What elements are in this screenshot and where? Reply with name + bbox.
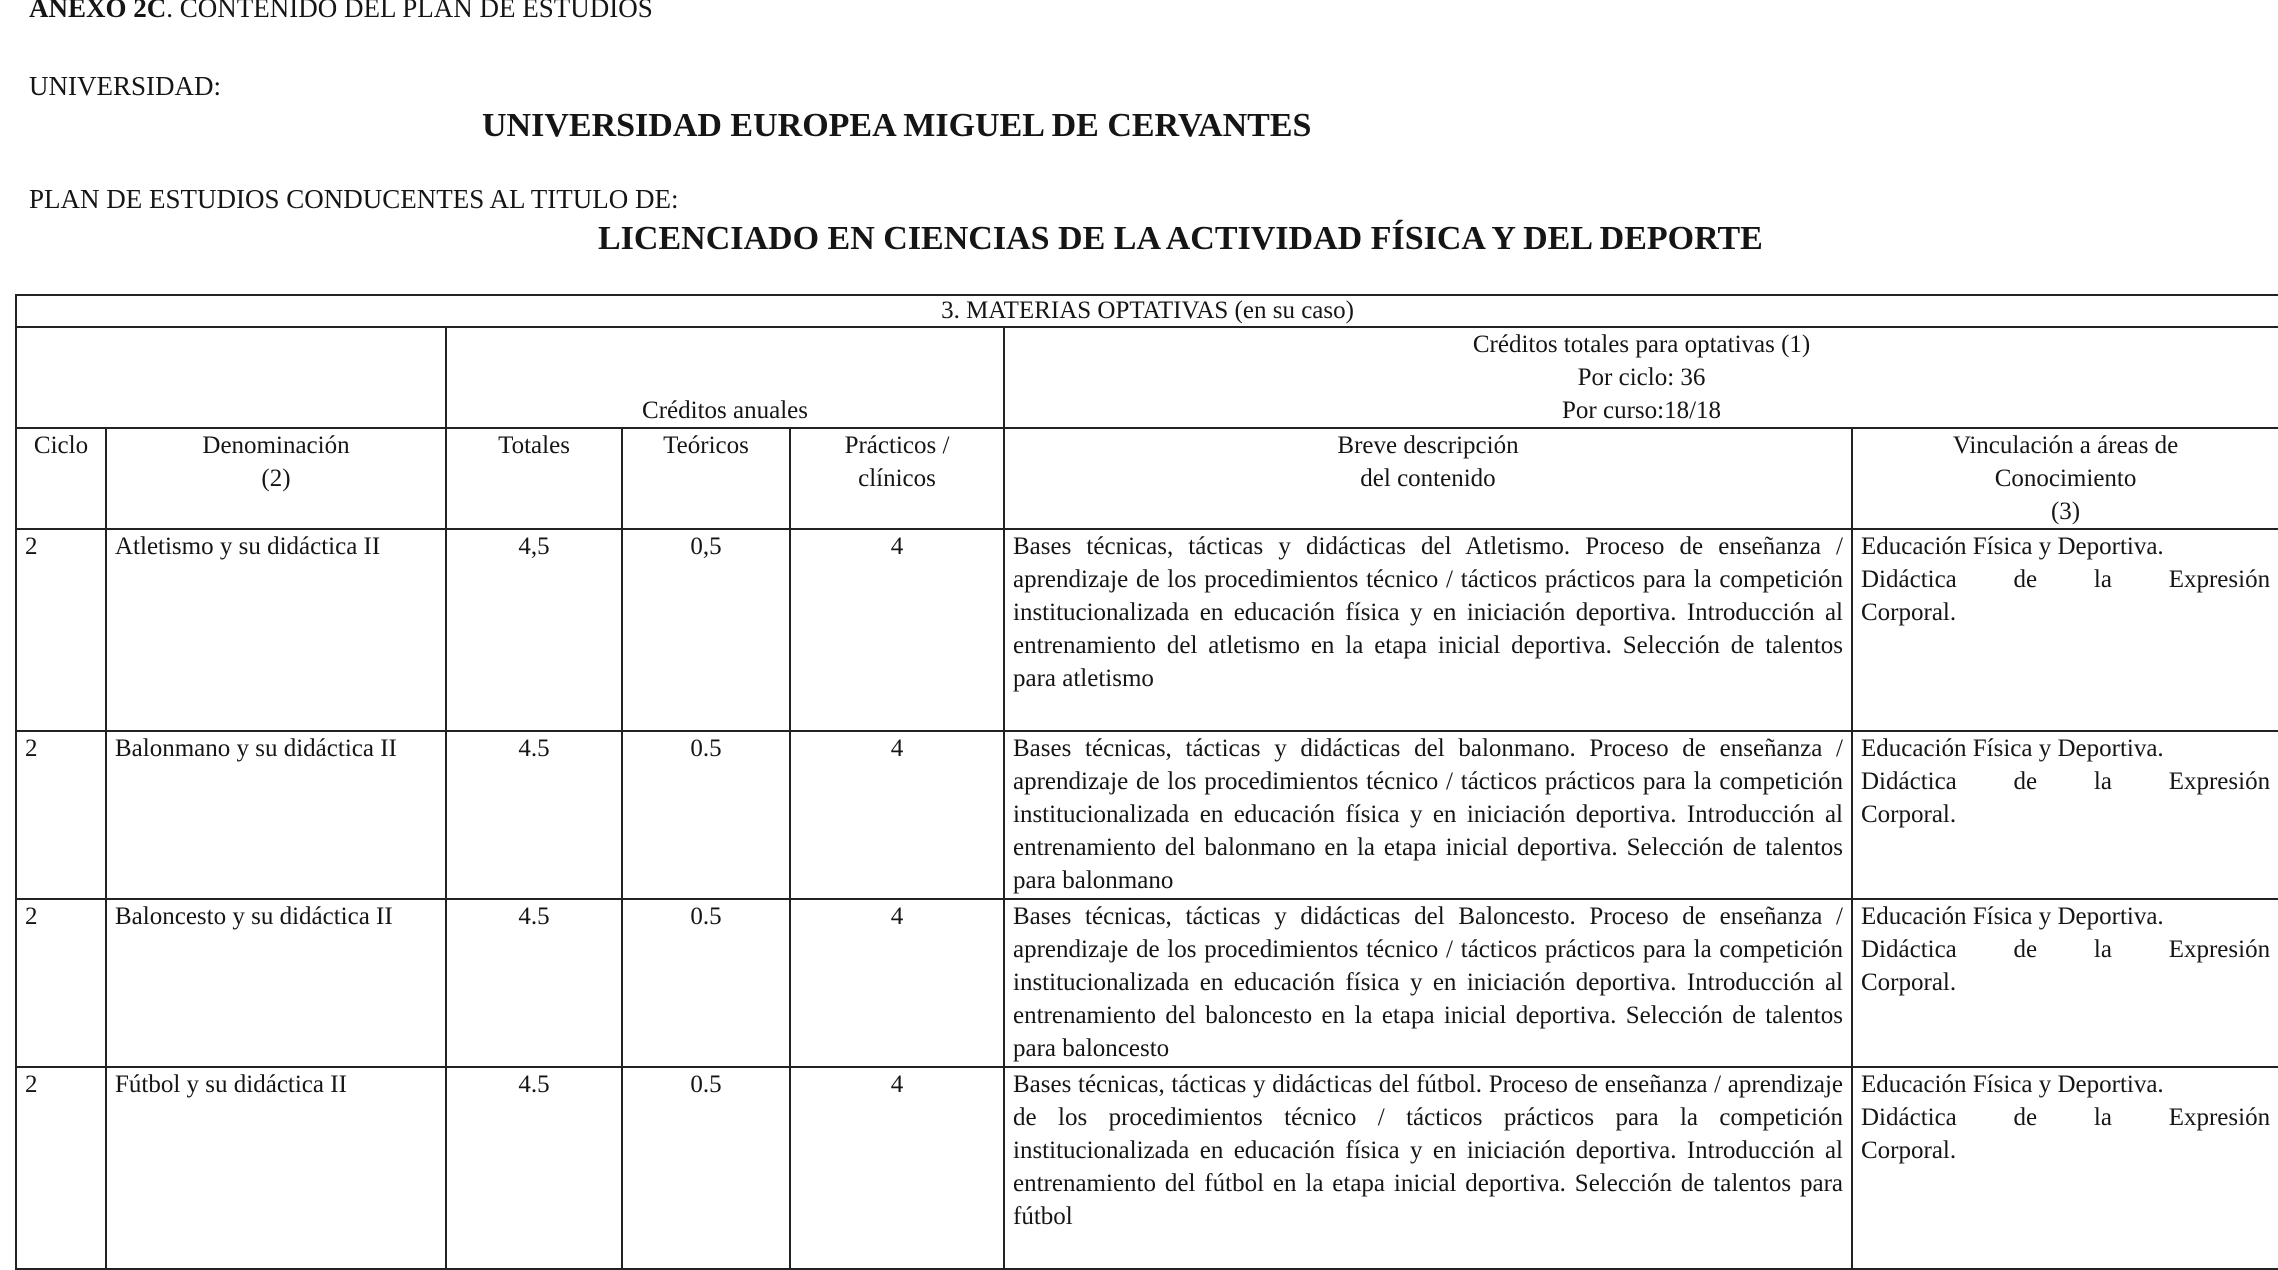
row-ciclo: 2	[16, 899, 106, 1067]
row-denominacion: Atletismo y su didáctica II	[106, 529, 446, 731]
col-header-practicos	[790, 428, 1004, 529]
table-row	[16, 899, 2278, 1067]
annual-credits-label: Créditos anuales	[446, 327, 1004, 428]
column-header-row	[16, 428, 2278, 529]
row-practicos: 4	[790, 529, 1004, 731]
row-area-line: Educación Física y Deportiva.	[1861, 533, 2164, 560]
row-descripcion: Bases técnicas, tácticas y didácticas del balonmano. Proceso de enseñanza / aprendizaje de los procedimientos técnico / tácticos prácticos para la competición institucionalizada en educación física y en iniciación deportiva. Introducción al entrenamiento del balonmano en la etapa inicial deportiva. Selección de talentos para balonmano	[1004, 731, 1852, 899]
row-descripcion: Bases técnicas, tácticas y didácticas del fútbol. Proceso de enseñanza / aprendizaje de los procedimientos técnico / tácticos prácticos para la competición institucionalizada en educación física y en iniciación deportiva. Introducción al entrenamiento del fútbol en la etapa inicial deportiva. Selección de talentos para fútbol	[1004, 1067, 1852, 1269]
col-header-descripcion-line2: del contenido	[1360, 465, 1496, 492]
total-credits-line: Créditos totales para optativas (1)	[1472, 331, 1811, 358]
row-denominacion: Baloncesto y su didáctica II	[106, 899, 446, 1067]
row-area-line: Corporal.	[1861, 599, 1957, 626]
col-header-vinculacion-line1: Vinculación a áreas de	[1952, 432, 2179, 459]
row-teoricos: 0,5	[622, 529, 790, 731]
row-area-line: Educación Física y Deportiva.	[1861, 735, 2164, 762]
annex-title: . CONTENIDO DEL PLAN DE ESTUDIOS	[166, 0, 653, 23]
row-descripcion: Bases técnicas, tácticas y didácticas del Baloncesto. Proceso de enseñanza / aprendizaje de los procedimientos técnico / tácticos prácticos para la competición institucionalizada en educación física y en iniciación deportiva. Introducción al entrenamiento del baloncesto en la etapa inicial deportiva. Selección de talentos para baloncesto	[1004, 899, 1852, 1067]
row-area-line: Corporal.	[1861, 969, 1957, 996]
table-row	[16, 529, 2278, 731]
col-header-descripcion	[1004, 428, 1852, 529]
total-credits-cell	[1004, 327, 2278, 428]
annex-heading	[29, 0, 653, 24]
plan-title: LICENCIADO EN CIENCIAS DE LA ACTIVIDAD FÍSICA Y DEL DEPORTE	[598, 220, 1763, 257]
row-areas	[1852, 899, 2278, 1067]
row-totales: 4,5	[446, 529, 622, 731]
col-header-vinculacion	[1852, 428, 2278, 529]
optional-subjects-table	[15, 294, 2278, 1270]
col-header-denominacion	[106, 428, 446, 529]
credits-per-cycle: Por ciclo: 36	[1577, 364, 1706, 391]
credits-empty-cell	[16, 327, 446, 428]
row-teoricos: 0.5	[622, 899, 790, 1067]
row-area-line: Didáctica de la Expresión	[1861, 566, 2271, 593]
row-ciclo: 2	[16, 731, 106, 899]
table-row	[16, 731, 2278, 899]
row-ciclo: 2	[16, 529, 106, 731]
row-ciclo: 2	[16, 1067, 106, 1269]
col-header-totales: Totales	[446, 428, 622, 529]
col-header-vinculacion-note: (3)	[2050, 498, 2081, 525]
row-denominacion: Balonmano y su didáctica II	[106, 731, 446, 899]
row-practicos: 4	[790, 731, 1004, 899]
credits-per-year: Por curso:18/18	[1562, 397, 1722, 424]
university-label: UNIVERSIDAD:	[29, 71, 221, 101]
row-teoricos: 0.5	[622, 1067, 790, 1269]
row-descripcion: Bases técnicas, tácticas y didácticas del Atletismo. Proceso de enseñanza / aprendizaje de los procedimientos técnico / tácticos prácticos para la competición institucionalizada en educación física y en iniciación deportiva. Introducción al entrenamiento del atletismo en la etapa inicial deportiva. Selección de talentos para atletismo	[1004, 529, 1852, 731]
row-totales: 4.5	[446, 1067, 622, 1269]
row-area-line: Educación Física y Deportiva.	[1861, 903, 2164, 930]
col-header-denominacion-note: (2)	[261, 465, 291, 492]
annex-number: ANEXO 2C	[29, 0, 167, 23]
university-name: UNIVERSIDAD EUROPEA MIGUEL DE CERVANTES	[482, 107, 1312, 144]
col-header-vinculacion-line2: Conocimiento	[1994, 465, 2137, 492]
col-header-denominacion-label: Denominación	[202, 432, 350, 459]
row-area-line: Corporal.	[1861, 1137, 1957, 1164]
row-totales: 4.5	[446, 899, 622, 1067]
row-areas	[1852, 731, 2278, 899]
row-area-line: Corporal.	[1861, 801, 1957, 828]
row-teoricos: 0.5	[622, 731, 790, 899]
col-header-teoricos: Teóricos	[622, 428, 790, 529]
plan-label: PLAN DE ESTUDIOS CONDUCENTES AL TITULO DE:	[29, 184, 679, 214]
row-areas	[1852, 1067, 2278, 1269]
table-row	[16, 1067, 2278, 1269]
col-header-practicos-line1: Prácticos /	[844, 432, 950, 459]
row-practicos: 4	[790, 899, 1004, 1067]
col-header-ciclo: Ciclo	[16, 428, 106, 529]
row-areas	[1852, 529, 2278, 731]
credits-header-row	[16, 327, 2278, 428]
row-practicos: 4	[790, 1067, 1004, 1269]
row-area-line: Educación Física y Deportiva.	[1861, 1071, 2164, 1098]
row-area-line: Didáctica de la Expresión	[1861, 936, 2271, 963]
col-header-practicos-line2: clínicos	[858, 465, 936, 492]
table-title: 3. MATERIAS OPTATIVAS (en su caso)	[16, 295, 2278, 327]
row-area-line: Didáctica de la Expresión	[1861, 768, 2271, 795]
row-area-line: Didáctica de la Expresión	[1861, 1104, 2271, 1131]
row-totales: 4.5	[446, 731, 622, 899]
table-title-row	[16, 295, 2278, 327]
col-header-descripcion-line1: Breve descripción	[1337, 432, 1519, 459]
row-denominacion: Fútbol y su didáctica II	[106, 1067, 446, 1269]
